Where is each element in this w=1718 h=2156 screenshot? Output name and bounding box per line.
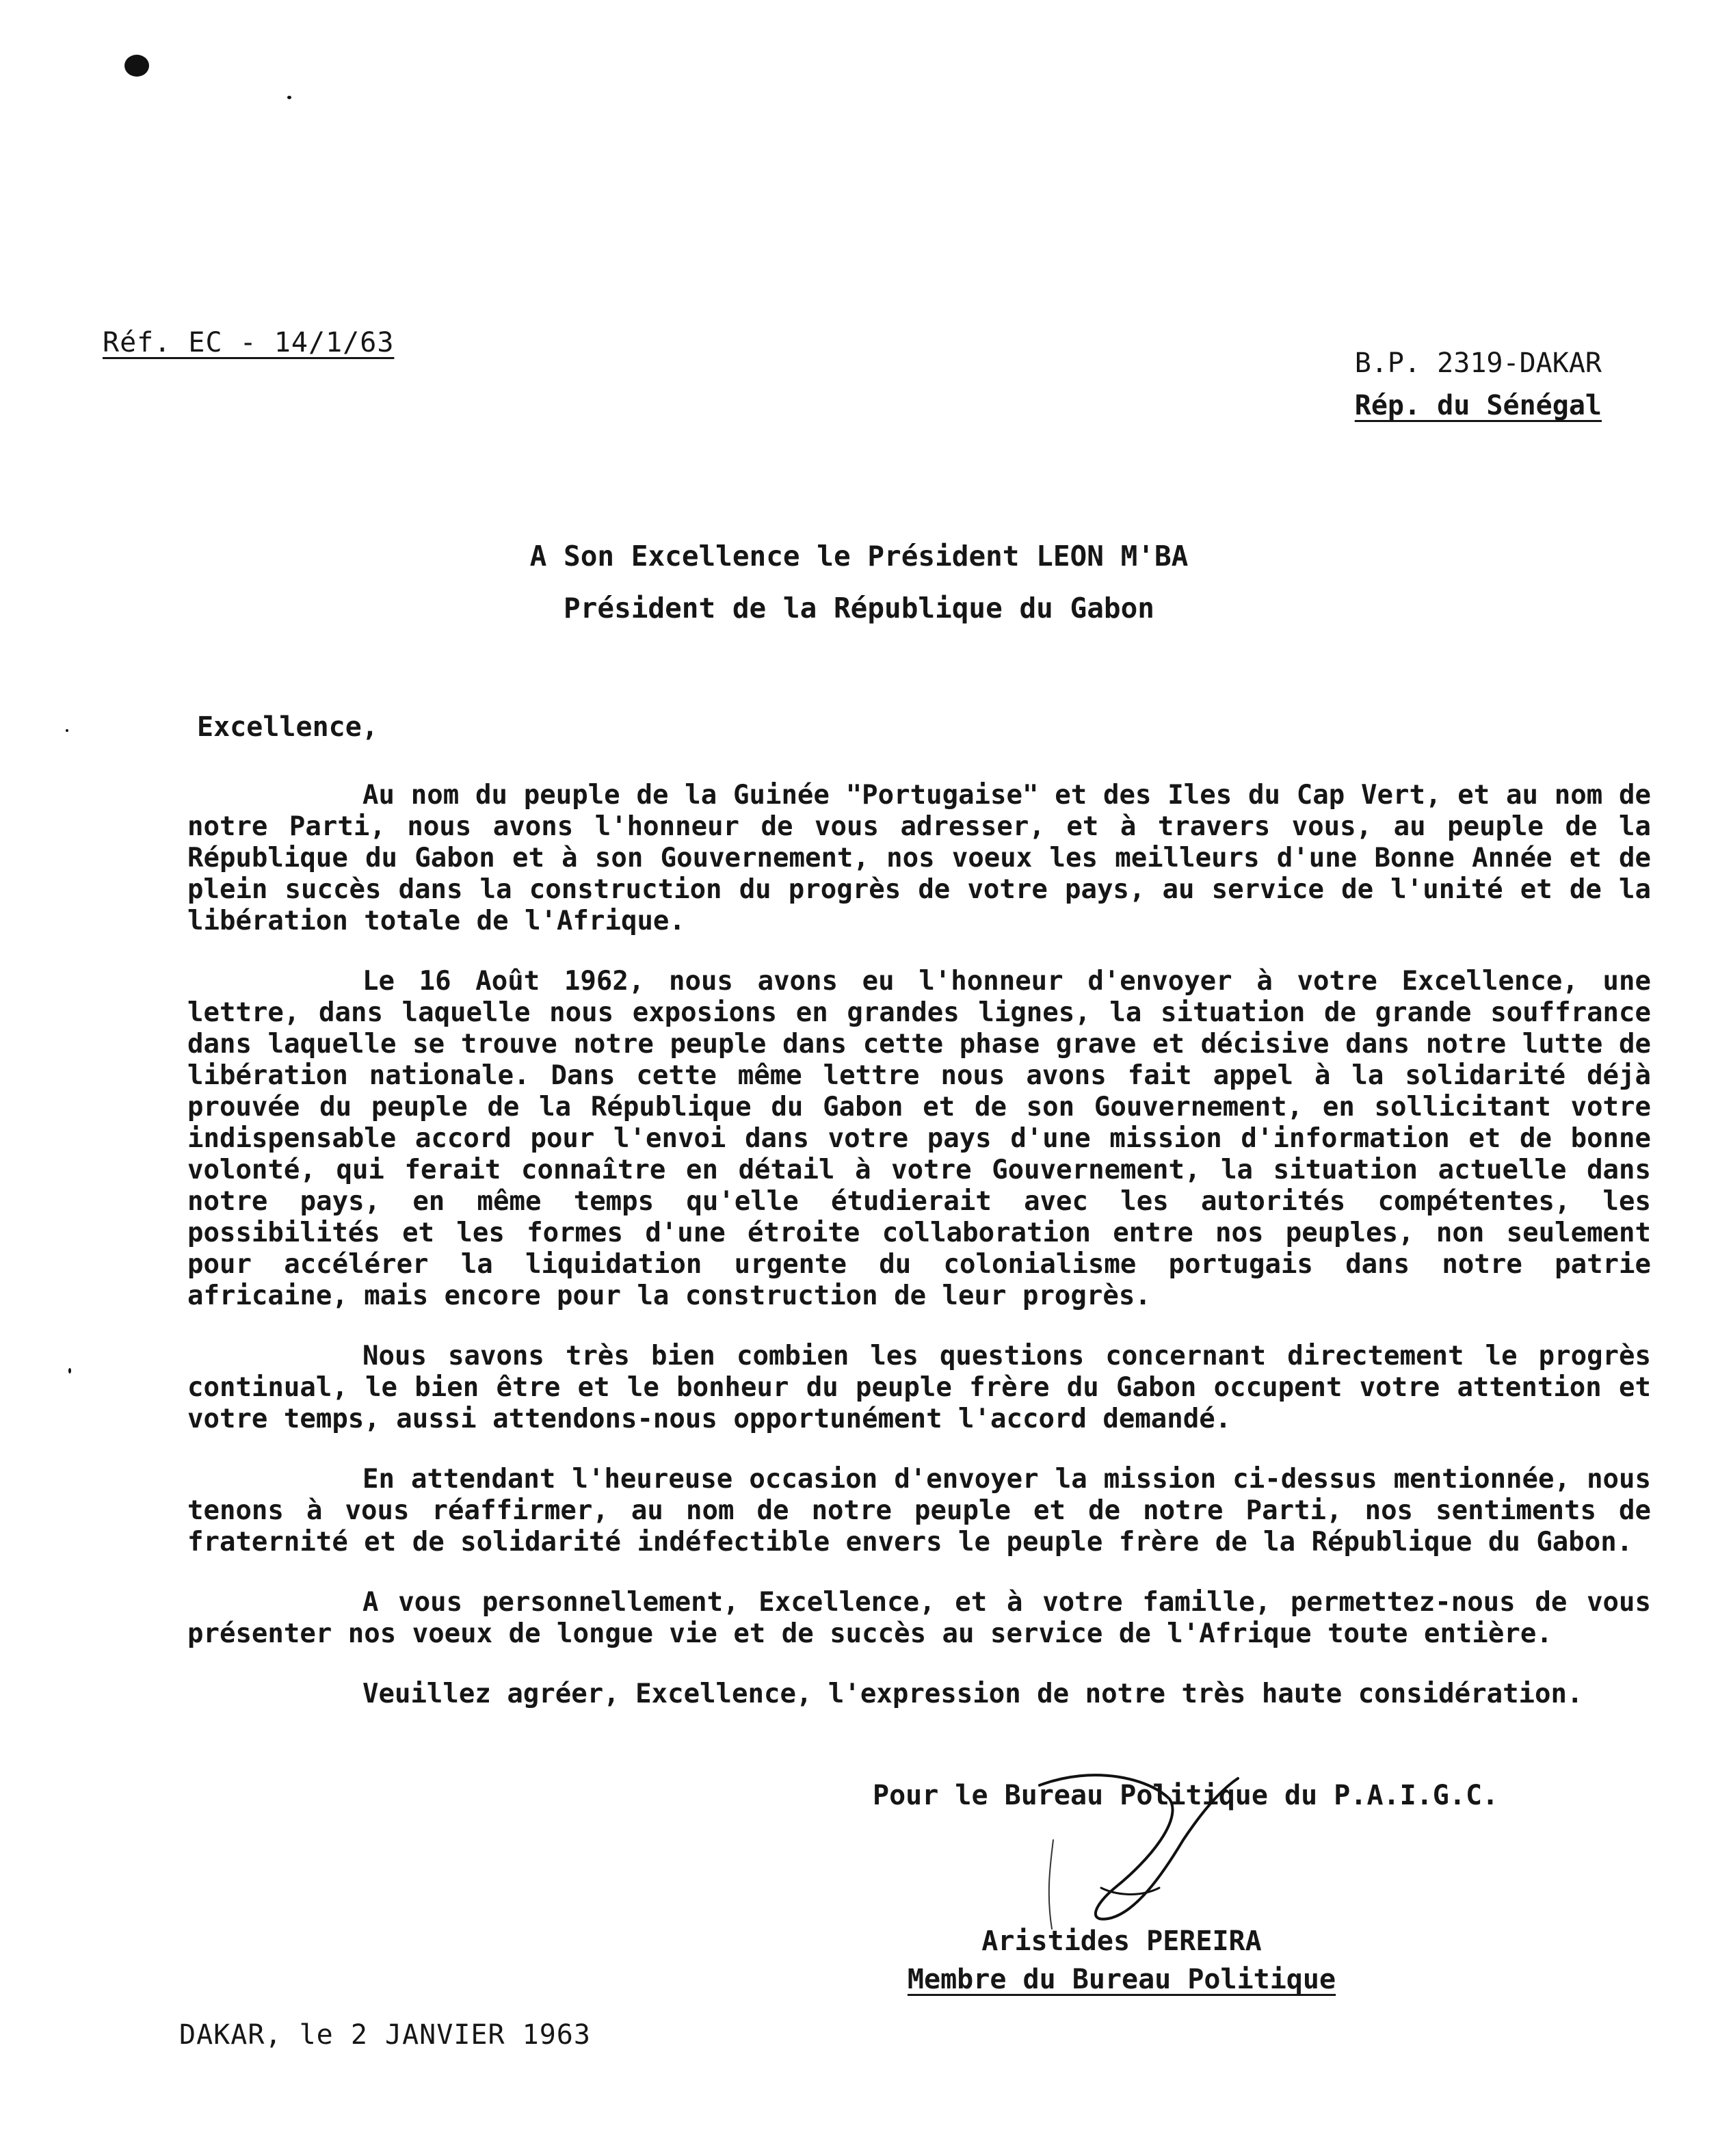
ink-speck (66, 729, 68, 732)
sender-address (1355, 342, 1602, 427)
recipient-block (0, 530, 1718, 634)
dateline: DAKAR, le 2 JANVIER 1963 (179, 2019, 591, 2051)
ink-speck (287, 96, 291, 99)
body-paragraph-2: Le 16 Août 1962, nous avons eu l'honneur d'envoyer à votre Excellence, une lettre, dans laquelle nous exposions en grandes lignes, la situation de grande souffrance dans laquelle se trouve notre peuple dans cette phase grave et décisive dans notre lutte de libération nationale. Dans cette même lettre nous avons fait appel à la solidarité déjà prouvée du peuple de la République du Gabon et de son Gouvernement, en sollicitant votre indispensable accord pour l'envoi dans votre pays d'une mission d'information et de bonne volonté, qui ferait connaître en détail à votre Gouvernement, la situation actuelle dans notre pays, en même temps qu'elle étudierait avec les autorités compétentes, les possibilités et les formes d'une étroite collaboration entre nos peuples, non seulement pour accélérer la liquidation urgente du colonialisme portugais dans notre patrie africaine, mais encore pour la construction de leur progrès. (187, 966, 1651, 1311)
body-paragraph-1: Au nom du peuple de la Guinée "Portugaise" et des Iles du Cap Vert, et au nom de notre Parti, nous avons l'honneur de vous adresser, et à travers vous, au peuple de la République du Gabon et à son Gouvernement, nos voeux les meilleurs d'une Bonne Année et de plein succès dans la construction du progrès de votre pays, au service de l'unité et de la libération totale de l'Afrique. (187, 780, 1651, 936)
signer-block (889, 1922, 1354, 1999)
salutation: Excellence, (197, 711, 378, 743)
po-box: B.P. 2319-DAKAR (1354, 347, 1602, 379)
recipient-line-2: Président de la République du Gabon (564, 592, 1154, 625)
body-paragraph-3: Nous savons très bien combien les questions concernant directement le progrès continual, le bien être et le bonheur du peuple frère du Gabon occupent votre attention et votre temps, aussi attendons-nous opportunément l'accord demandé. (187, 1341, 1651, 1434)
letter-body (187, 780, 1651, 1739)
reference-number: Réf. EC - 14/1/63 (103, 327, 395, 358)
ink-speck (68, 1368, 71, 1373)
signer-name: Aristides PEREIRA (981, 1925, 1262, 1957)
body-paragraph-6: Veuillez agréer, Excellence, l'expression de notre très haute considération. (362, 1679, 1583, 1709)
body-paragraph-5: A vous personnellement, Excellence, et à votre famille, permettez-nous de vous présenter nos voeux de longue vie et de succès au service de l'Afrique toute entière. (187, 1587, 1651, 1649)
recipient-line-1: A Son Excellence le Président LEON M'BA (529, 540, 1189, 573)
sender-country: Rép. du Sénégal (1354, 390, 1602, 421)
body-paragraph-4: En attendant l'heureuse occasion d'envoyer la mission ci-dessus mentionnée, nous tenons à vous réaffirmer, au nom de notre peuple et de notre Parti, nos sentiments de fraternité et de solidarité indéfectible envers le peuple frère de la République du Gabon. (187, 1464, 1651, 1557)
signer-role: Membre du Bureau Politique (907, 1964, 1336, 1995)
ink-speck (124, 55, 149, 77)
closing-line: Pour le Bureau Politique du P.A.I.G.C. (873, 1780, 1499, 1811)
